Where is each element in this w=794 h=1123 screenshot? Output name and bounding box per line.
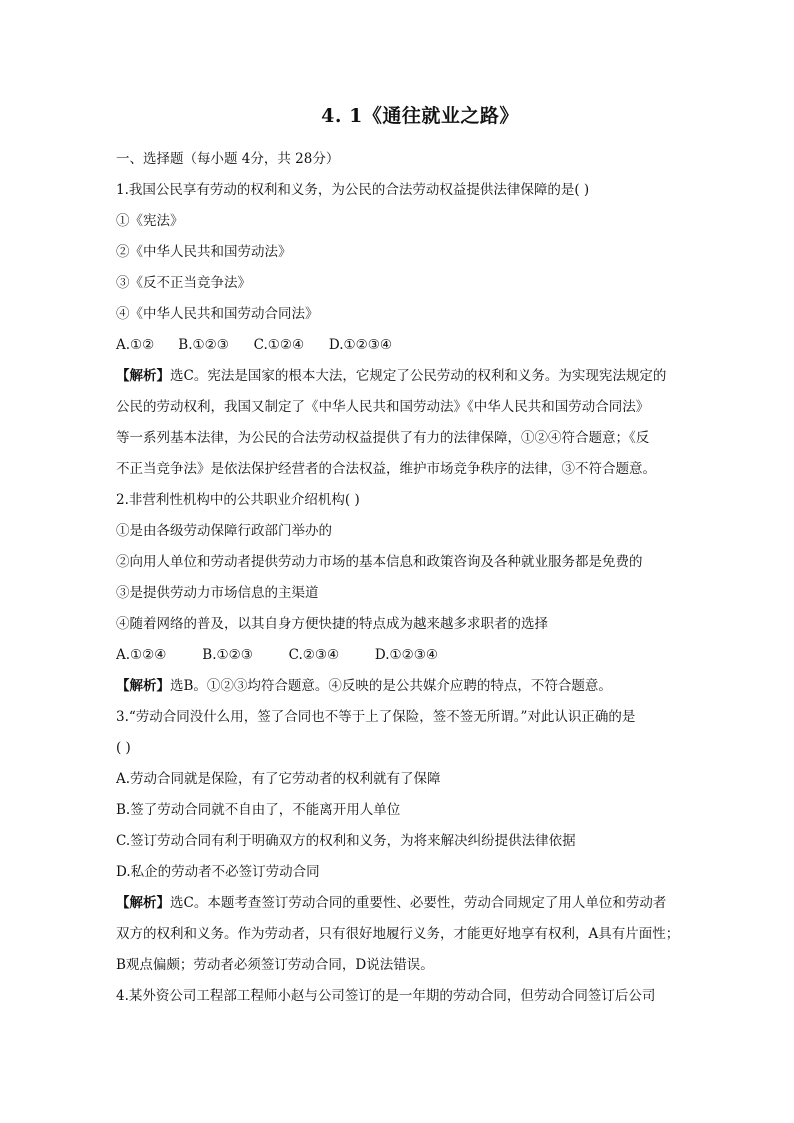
question-1-stem: 1.我国公民享有劳动的权利和义务，为公民的合法劳动权益提供法律保障的是( ) xyxy=(116,182,590,198)
question-4-stem: 4.某外资公司工程部工程师小赵与公司签订的是一年期的劳动合同，但劳动合同签订后公司 xyxy=(116,988,656,1004)
question-1-analysis-line: 公民的劳动权利，我国又制定了《中华人民共和国劳动法》《中华人民共和国劳动合同法》 xyxy=(116,399,650,415)
question-2-item: ④随着网络的普及，以其自身方便快捷的特点成为越来越多求职者的选择 xyxy=(116,616,548,632)
question-2-item: ①是由各级劳动保障行政部门举办的 xyxy=(116,523,332,539)
question-3-option: A.劳动合同就是保险，有了它劳动者的权利就有了保障 xyxy=(116,771,441,787)
analysis-tag: 【解析】 xyxy=(116,368,170,384)
question-1-analysis-line: 不正当竞争法》是依法保护经营者的合法权益，维护市场竞争秩序的法律，③不符合题意。 xyxy=(116,461,656,477)
question-1-item: ③《反不正当竞争法》 xyxy=(116,275,251,291)
option-a: A.①②④ xyxy=(116,647,167,663)
question-2-stem: 2.非营利性机构中的公共职业介绍机构( ) xyxy=(116,492,360,508)
option-a: A.①② xyxy=(116,337,155,353)
question-3-analysis-line: 【解析】选C。本题考查签订劳动合同的重要性、必要性，劳动合同规定了用人单位和劳动者 xyxy=(116,895,667,911)
option-d: D.①②③④ xyxy=(328,337,392,353)
question-3-option: D.私企的劳动者不必签订劳动合同 xyxy=(116,864,320,880)
question-1-item: ①《宪法》 xyxy=(116,213,184,229)
question-3-option: C.签订劳动合同有利于明确双方的权利和义务，为将来解决纠纷提供法律依据 xyxy=(116,833,576,849)
document-title: 4. 1《通往就业之路》 xyxy=(321,105,519,127)
question-2-item: ②向用人单位和劳动者提供劳动力市场的基本信息和政策咨询及各种就业服务都是免费的 xyxy=(116,554,643,570)
section-heading: 一、选择题（每小题 4分，共 28分） xyxy=(116,151,340,167)
question-3-stem: ( ) xyxy=(116,740,131,756)
question-1-analysis-line: 等一系列基本法律，为公民的合法劳动权益提供了有力的法律保障，①②④符合题意；《反 xyxy=(116,430,650,446)
question-2-item: ③是提供劳动力市场信息的主渠道 xyxy=(116,585,319,601)
option-b: B.①②③ xyxy=(202,647,253,663)
option-d: D.①②③④ xyxy=(374,647,438,663)
question-2-options xyxy=(116,640,684,671)
question-3-option: B.签了劳动合同就不自由了，不能离开用人单位 xyxy=(116,802,401,818)
question-1-item: ④《中华人民共和国劳动合同法》 xyxy=(116,306,319,322)
question-3-analysis-line: B观点偏颇；劳动者必须签订劳动合同，D说法错误。 xyxy=(116,957,434,973)
analysis-tag: 【解析】 xyxy=(116,895,170,911)
analysis-tag: 【解析】 xyxy=(116,678,170,694)
question-3-analysis-line: 双方的权利和义务。作为劳动者，只有很好地履行义务，才能更好地享有权利，A具有片面性； xyxy=(116,926,680,942)
document-page xyxy=(116,100,684,1012)
option-c: C.①②④ xyxy=(253,337,305,353)
question-1-analysis-line: 【解析】选C。宪法是国家的根本大法，它规定了公民劳动的权利和义务。为实现宪法规定的 xyxy=(116,368,667,384)
question-3-stem: 3.“劳动合同没什么用，签了合同也不等于上了保险，签不签无所谓。”对此认识正确的是 xyxy=(116,709,636,725)
option-c: C.②③④ xyxy=(288,647,340,663)
option-b: B.①②③ xyxy=(178,337,229,353)
question-1-item: ②《中华人民共和国劳动法》 xyxy=(116,244,292,260)
question-2-analysis-line: 【解析】选B。①②③均符合题意。④反映的是公共媒介应聘的特点，不符合题意。 xyxy=(116,678,612,694)
question-1-options xyxy=(116,330,684,361)
